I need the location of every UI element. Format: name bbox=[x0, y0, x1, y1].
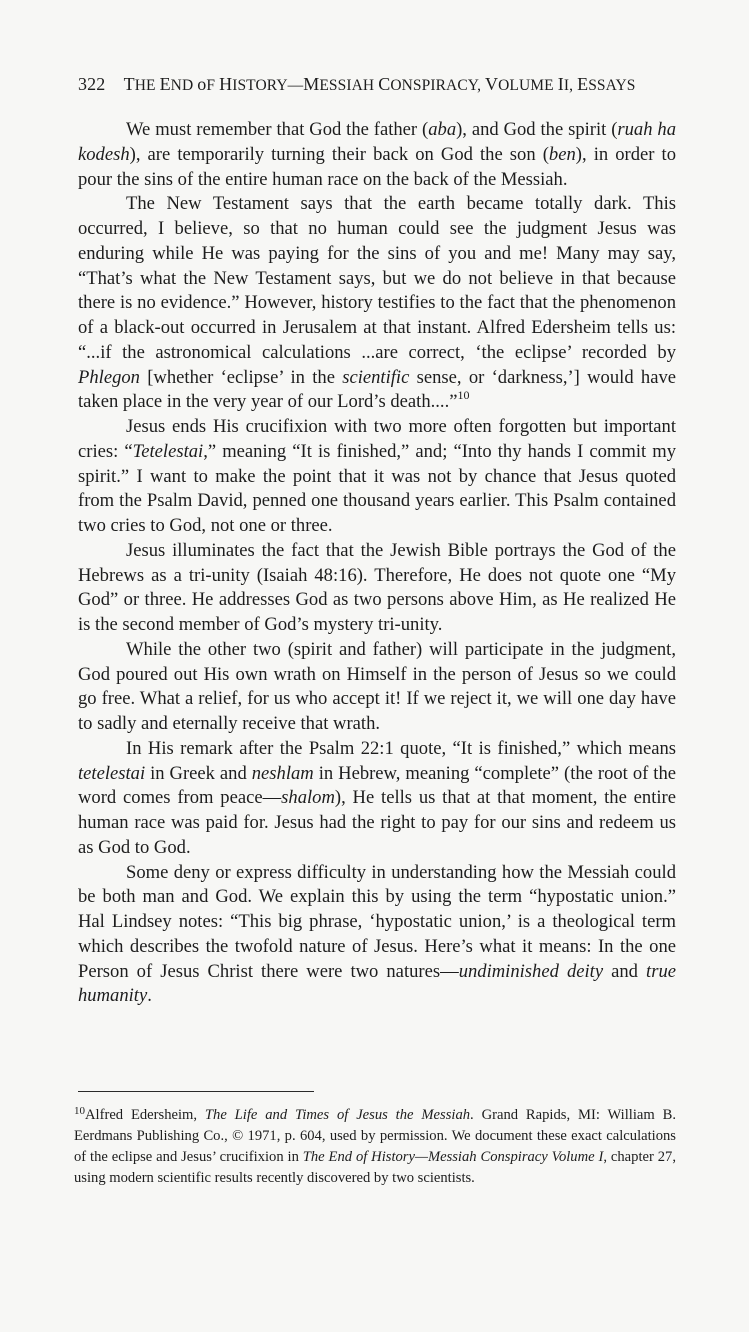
footnote-divider bbox=[78, 1091, 314, 1092]
footnote-text: Alfred Edersheim, The Life and Times of Jesus the Messiah. Grand Rapids, MI: William B. Eerdmans Publishing Co., © 1971, p. 604, used by permission. We document these exact calculations of the eclipse and Jesus’ crucifixion in The End of History—Messiah Conspiracy Volume I, chapter 27, using modern scientific results recently discovered by two scientists. bbox=[74, 1107, 676, 1186]
paragraph: While the other two (spirit and father) will participate in the judgment, God poured out His own wrath on Himself in the person of Jesus so we could go free. What a relief, for us who accept it! If we reject it, we will one day have to sadly and eternally receive that wrath. bbox=[78, 638, 676, 734]
running-title: THE END oF HISTORY—MESSIAH CONSPIRACY, VOLUME II, ESSAYS bbox=[123, 74, 636, 94]
paragraph: Jesus illuminates the fact that the Jewish Bible portrays the God of the Hebrews as a tri-unity (Isaiah 48:16). Therefore, He does not quote one “My God” or three. He addresses God as two persons above Him, as He realized He is the second member of God’s mystery tri-unity. bbox=[78, 539, 676, 635]
page-number: 322 bbox=[78, 74, 106, 94]
running-header bbox=[78, 74, 636, 95]
paragraph: Jesus ends His crucifixion with two more often forgotten but important cries: “Tetelestai,” meaning “It is finished,” and; “Into thy hands I commit my spirit.” I want to make the point that it was not by chance that Jesus quoted from the Psalm David, penned one thousand years earlier. This Psalm contained two cries to God, not one or three. bbox=[78, 416, 676, 536]
paragraph: We must remember that God the father (aba), and God the spirit (ruah ha kodesh), are temporarily turning their back on God the son (ben), in order to pour the sins of the entire human race on the back of the Messiah. bbox=[78, 119, 677, 190]
paragraph: Some deny or express difficulty in understanding how the Messiah could be both man and God. We explain this by using the term “hypostatic union.” Hal Lindsey notes: “This big phrase, ‘hypostatic union,’ is a theological term which describes the twofold nature of Jesus. Here’s what it means: In the one Person of Jesus Christ there were two natures—undiminished deity and true humanity. bbox=[78, 861, 676, 1007]
footnote-number: 10 bbox=[74, 1105, 85, 1117]
paragraph: The New Testament says that the earth became totally dark. This occurred, I believe, so that no human could see the judgment Jesus was enduring while He was paying for the sins of you and me! Many may say, “That’s what the New Testament says, but we do not believe in that because there is no evidence.” However, history testifies to the fact that the phenomenon of a black-out occurred in Jerusalem at that instant. Alfred Edersheim tells us: “...if the astronomical calculations ...are correct, ‘the eclipse’ recorded by Phlegon [whether ‘eclipse’ in the scientific sense, or ‘darkness,’] would have taken place in the very year of our Lord’s death....”$^{10}$ bbox=[78, 193, 676, 413]
body-text bbox=[78, 118, 676, 1009]
paragraph: In His remark after the Psalm 22:1 quote, “It is finished,” which means tetelestai in Greek and neshlam in Hebrew, meaning “complete” (the root of the word comes from peace—shalom), He tells us that at that moment, the entire human race was paid for. Jesus had the right to pay for our sins and redeem us as God to God. bbox=[78, 737, 676, 858]
footnote bbox=[74, 1101, 676, 1189]
footnote-reference: 10 bbox=[457, 388, 470, 403]
